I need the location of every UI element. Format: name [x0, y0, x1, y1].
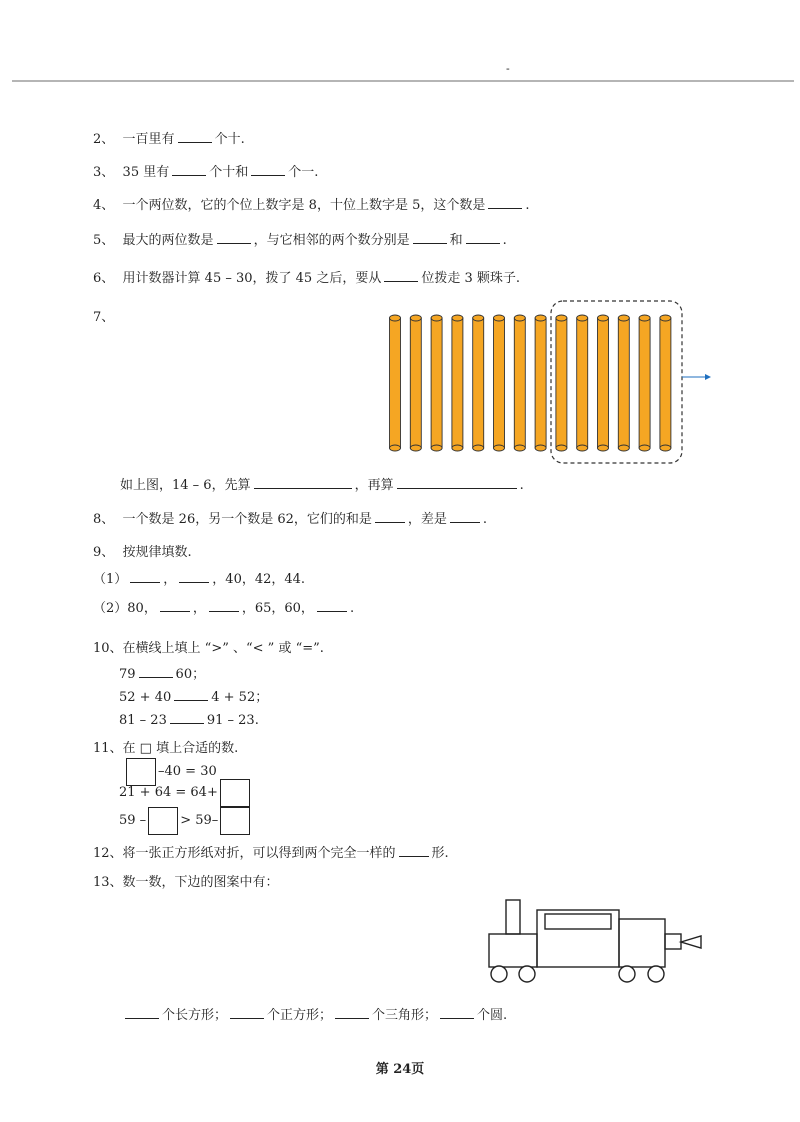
answer-blank[interactable]	[178, 130, 212, 143]
counting-stick	[535, 315, 546, 451]
answer-blank[interactable]	[466, 231, 500, 244]
train-front	[489, 934, 537, 967]
question-13: 13、数一数，下边的图案中有：	[93, 875, 279, 890]
question-11-row-3: 59 – > 59–	[119, 806, 252, 836]
answer-blank[interactable]	[125, 1006, 159, 1019]
train-cabin	[537, 910, 619, 967]
train-chimney	[506, 900, 520, 934]
question-6: 6、 用计数器计算 45 – 30，拨了 45 之后，要从 位拨走 3 颗珠子.	[93, 271, 521, 286]
header-mark: -	[506, 62, 510, 75]
question-5: 5、 最大的两位数是 ，与它相邻的两个数分别是 和 .	[93, 233, 507, 248]
question-10-row-2: 52 + 40 4 + 52；	[119, 690, 269, 705]
question-2: 2、 一百里有 个十.	[93, 132, 245, 147]
answer-blank[interactable]	[254, 476, 352, 489]
train-window	[545, 914, 611, 929]
answer-blank[interactable]	[450, 510, 480, 523]
question-10: 10、在横线上填上 “>” 、“< ” 或 “=”.	[93, 641, 324, 656]
train-wheel	[648, 966, 664, 982]
answer-blank[interactable]	[174, 688, 208, 701]
train-wheel	[519, 966, 535, 982]
question-7-number: 7、	[93, 310, 115, 325]
train-rear	[619, 919, 665, 967]
answer-blank[interactable]	[130, 570, 160, 583]
question-7-text: 如上图，14 – 6，先算 ，再算 .	[120, 478, 524, 493]
train-wheel	[619, 966, 635, 982]
question-11-row-2: 21 + 64 = 64+	[119, 778, 252, 808]
answer-box[interactable]	[220, 807, 250, 835]
answer-blank[interactable]	[230, 1006, 264, 1019]
question-10-row-1: 79 60；	[119, 667, 206, 682]
counting-sticks-figure	[380, 298, 720, 468]
counting-stick	[618, 315, 629, 451]
answer-blank[interactable]	[209, 599, 239, 612]
header-rule	[12, 80, 794, 82]
answer-blank[interactable]	[399, 844, 429, 857]
answer-blank[interactable]	[384, 269, 418, 282]
answer-blank[interactable]	[179, 570, 209, 583]
counting-stick	[452, 315, 463, 451]
answer-blank[interactable]	[335, 1006, 369, 1019]
question-8: 8、 一个数是 26，另一个数是 62，它们的和是 ，差是 .	[93, 512, 488, 527]
question-11: 11、在 □ 填上合适的数.	[93, 741, 239, 756]
counting-stick	[660, 315, 671, 451]
answer-blank[interactable]	[375, 510, 405, 523]
question-9-row-1: （1） ， ，40，42，44.	[93, 572, 306, 587]
page-number: 第 24页	[375, 1062, 425, 1077]
answer-blank[interactable]	[160, 599, 190, 612]
question-4: 4、 一个两位数，它的个位上数字是 8，十位上数字是 5，这个数是 .	[93, 198, 530, 213]
question-9-row-2: （2）80， ， ，65，60， .	[93, 601, 355, 616]
counting-stick	[577, 315, 588, 451]
counting-stick	[410, 315, 421, 451]
answer-blank[interactable]	[413, 231, 447, 244]
train-figure	[485, 898, 710, 988]
question-11-row-1: –40 = 30	[124, 757, 217, 787]
question-10-row-3: 81 – 23 91 – 23.	[119, 713, 259, 728]
counting-stick	[598, 315, 609, 451]
train-bumper	[665, 934, 681, 949]
answer-blank[interactable]	[488, 196, 522, 209]
question-9: 9、 按规律填数.	[93, 545, 192, 560]
answer-blank[interactable]	[217, 231, 251, 244]
question-3: 3、 35 里有 个十和 个一.	[93, 165, 319, 180]
answer-box[interactable]	[148, 807, 178, 835]
answer-blank[interactable]	[172, 163, 206, 176]
counting-stick	[473, 315, 484, 451]
answer-blank[interactable]	[440, 1006, 474, 1019]
arrow-head	[705, 374, 711, 380]
counting-stick	[390, 315, 401, 451]
train-triangle	[681, 936, 701, 948]
question-12: 12、将一张正方形纸对折，可以得到两个完全一样的 形.	[93, 846, 449, 861]
counting-stick	[494, 315, 505, 451]
answer-box[interactable]	[220, 779, 250, 807]
answer-blank[interactable]	[251, 163, 285, 176]
counting-stick	[514, 315, 525, 451]
counting-stick	[556, 315, 567, 451]
counting-stick	[431, 315, 442, 451]
train-wheel	[491, 966, 507, 982]
counting-stick	[639, 315, 650, 451]
answer-blank[interactable]	[170, 711, 204, 724]
answer-blank[interactable]	[397, 476, 517, 489]
question-13-answer: 个长方形； 个正方形； 个三角形； 个圆.	[122, 1006, 507, 1025]
answer-blank[interactable]	[317, 599, 347, 612]
answer-blank[interactable]	[139, 665, 173, 678]
